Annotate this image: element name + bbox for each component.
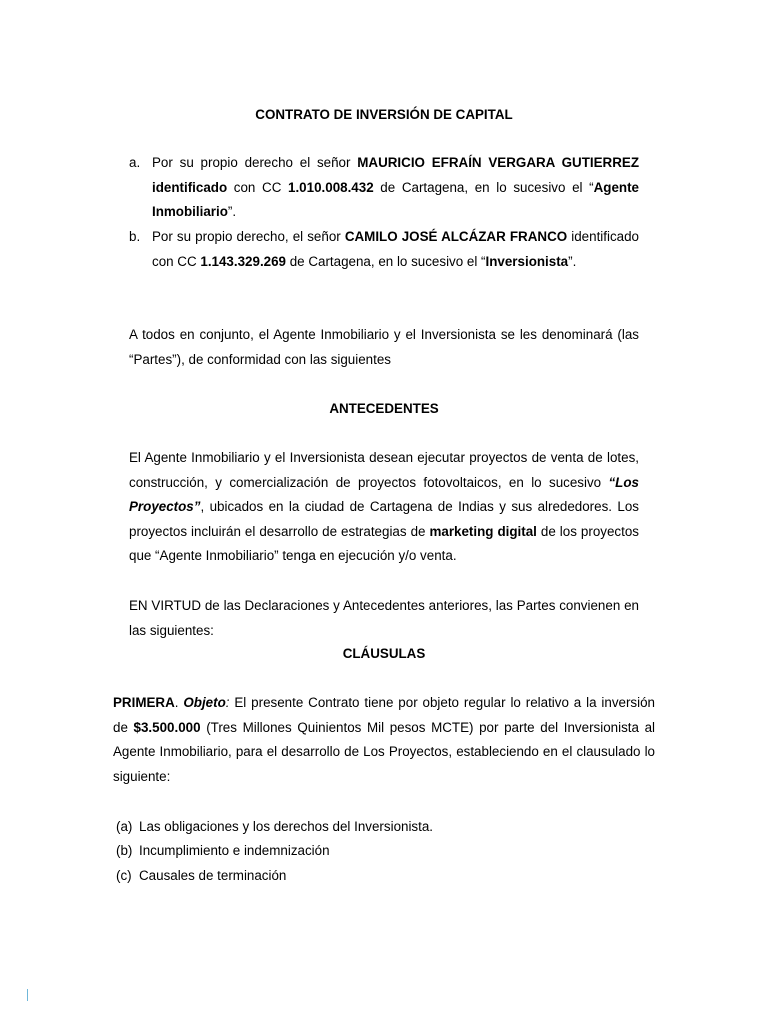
party-b-text: de Cartagena, en lo sucesivo el “ (286, 253, 486, 269)
antecedentes-paragraph (129, 446, 639, 569)
los-proyectos-term: “Los Proyectos” (129, 474, 639, 514)
marketing-digital-term: marketing digital (429, 523, 537, 539)
list-marker: (c) (116, 868, 132, 883)
antecedentes-text: , ubicados en la ciudad de Cartagena de Indias y sus alrededores. Los proyectos incluirán el desarrollo de estrategias de (129, 499, 639, 539)
list-marker-a: a. (129, 155, 141, 170)
party-b-cc: 1.143.329.269 (200, 253, 287, 269)
party-a-text: ”. (227, 204, 237, 219)
party-a-cc: 1.010.008.432 (288, 179, 374, 195)
list-item: Incumplimiento e indemnización (139, 843, 330, 858)
antecedentes-text: de los proyectos que “Agente Inmobiliario” tenga en ejecución y/o venta. (129, 523, 639, 563)
clause-primera-text: : (225, 695, 235, 710)
antecedentes-text: El Agente Inmobiliario y el Inversionista desean ejecutar proyectos de venta de lotes, construcción, y comercialización de proyectos fotovoltaicos, en lo sucesivo (129, 450, 639, 490)
party-b-text: identificado con CC (152, 229, 639, 269)
list-marker-b: b. (129, 229, 141, 244)
clausulas-heading: CLÁUSULAS (342, 646, 426, 661)
clause-primera-label: PRIMERA (113, 695, 175, 710)
clause-primera-paragraph (113, 691, 655, 789)
party-a-paragraph (152, 151, 639, 225)
party-a-role: Agente Inmobiliario (152, 179, 639, 219)
document-title: CONTRATO DE INVERSIÓN DE CAPITAL (255, 107, 513, 122)
list-marker: (b) (116, 843, 133, 858)
party-a-name: MAURICIO EFRAÍN VERGARA GUTIERREZ (357, 155, 640, 170)
party-a-text: con CC (227, 179, 289, 195)
party-b-paragraph (152, 225, 639, 274)
intro-paragraph: A todos en conjunto, el Agente Inmobiliario y el Inversionista se les denominará (las “Partes”), de conformidad con las siguientes (129, 327, 639, 367)
list-item: Las obligaciones y los derechos del Inversionista. (139, 819, 434, 834)
clause-primera-text: (Tres Millones Quinientos Mil pesos MCTE) por parte del Inversionista al Agente Inmobiliario, para el desarrollo de Los Proyectos, estableciendo en el clausulado lo siguiente: (113, 719, 655, 784)
party-b-text: ”. (568, 253, 577, 269)
investment-amount: $3.500.000 (133, 719, 201, 735)
party-b-text: Por su propio derecho, el señor (152, 229, 345, 244)
party-a-text: de Cartagena, en lo sucesivo el “ (373, 179, 594, 195)
clause-primera-text: . (174, 695, 184, 710)
clause-objeto-label: Objeto (183, 695, 226, 710)
antecedentes-heading: ANTECEDENTES (329, 401, 439, 416)
list-marker: (a) (116, 819, 133, 834)
clause-primera-text: El presente Contrato tiene por objeto regular lo relativo a la inversión de (113, 695, 655, 735)
party-b-name: CAMILO JOSÉ ALCÁZAR FRANCO (344, 229, 568, 244)
party-b-role: Inversionista (485, 253, 569, 269)
virtud-paragraph: EN VIRTUD de las Declaraciones y Antecedentes anteriores, las Partes convienen en las siguientes: (129, 598, 639, 638)
party-a-text: Por su propio derecho el señor (152, 155, 358, 170)
page-edge-mark (27, 989, 28, 1001)
list-item: Causales de terminación (139, 868, 287, 883)
party-a-identified: identificado (152, 179, 228, 195)
